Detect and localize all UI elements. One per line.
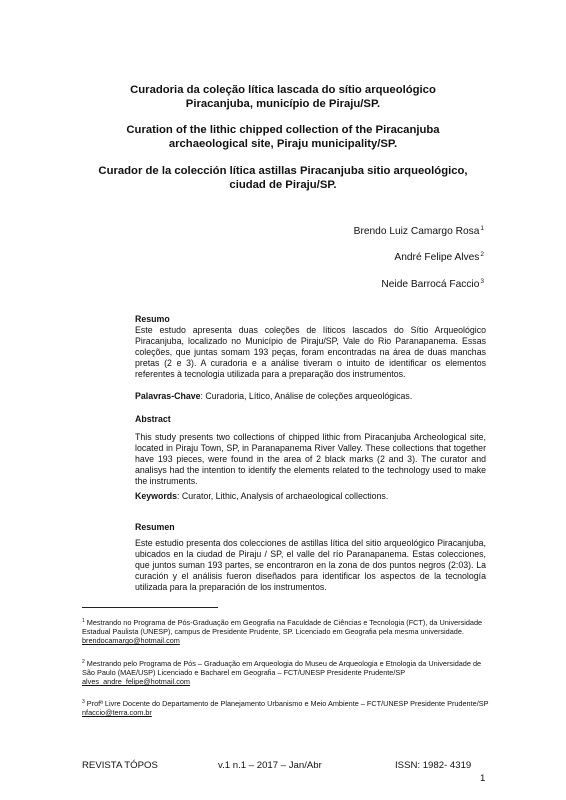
resumo-text: Este estudo apresenta duas coleções de líticos lascados do Sítio Arqueológico Piracanjuba, localizado no Município de Piraju/SP, Vale do Rio Paranapanema. Essas coleções, que juntas somam 193 peças, foram encontradas na área de duas manchas pretas (2 e 3). A curadoria e a análise tiveram o intuito de identificar os elementos referentes à tecnologia utilizada para a preparação dos instrumentos.: [135, 325, 486, 379]
footnote-mark: 1: [82, 618, 85, 624]
footnote-text: Mestrando no Programa de Pós-Graduação em Geografia na Faculdade de Ciências e Tecnologia (FCT), da Universidade Estadual Paulista (UNESP), campus de Presidente Prudente, SP. Licenciado em Geografia pela mesma universidade.: [82, 618, 483, 637]
resumen-text: Este estudio presenta dos colecciones de astillas lítica del sitio arqueológico Piracanjuba, ubicados en la ciudad de Piraju / SP, el valle del río Paranapanema. Estas colecciones, que juntos suman 193 partes, se encontraron en la zona de dos puntos negros (2:03). La curación y el análisis fueron diseñados para identificar los aspectos de la tecnología utilizada para la preparación de los instrumentos.: [135, 538, 486, 592]
footnote-email-link[interactable]: brendocamargo@hotmail.com: [82, 636, 180, 646]
resumo-heading: Resumo: [135, 314, 170, 324]
footnote-2: [82, 658, 494, 687]
resumo-keywords: [135, 391, 486, 402]
author-name: André Felipe Alves: [394, 252, 480, 263]
author-footnote-mark[interactable]: 2: [480, 251, 484, 258]
keywords-label: Palavras-Chave: [135, 391, 201, 401]
footnote-email-link[interactable]: alves_andre_felipe@hotmail.com: [82, 677, 190, 687]
title-es-line1: Curador de la colección lítica astillas Piracanjuba sitio arqueológico,: [98, 165, 468, 177]
title-english: [60, 123, 506, 151]
abstract-keywords: [135, 491, 486, 502]
footnote-text: Profª Livre Docente do Departamento de Planejamento Urbanismo e Meio Ambiente – FCT/UNESP Presidente Prudente/SP: [86, 699, 489, 708]
footnote-email-link[interactable]: nfaccio@terra.com.br: [82, 708, 152, 718]
footnote-mark: 2: [82, 659, 85, 665]
title-pt-line1: Curadoria da coleção lítica lascada do sítio arqueológico: [130, 84, 436, 96]
title-spanish: [60, 164, 506, 192]
footnote-text: Mestrando pelo Programa de Pós – Graduação em Arqueologia do Museu de Arqueologia e Etnologia da Universidade de São Paulo (MAE/USP) Licenciado e Bacharel em Geografia – FCT/UNESP Presidente Prudente/SP: [82, 659, 482, 678]
footer-journal-name: REVISTA TÓPOS: [82, 760, 158, 771]
author-1: [354, 223, 484, 238]
footer-issn: ISSN: 1982- 4319: [395, 760, 472, 771]
title-en-line1: Curation of the lithic chipped collection of the Piracanjuba: [126, 124, 440, 136]
title-es-line2: ciudad de Piraju/SP.: [229, 179, 337, 191]
keywords-label: Keywords: [135, 491, 178, 501]
footnote-separator: [82, 607, 218, 608]
footnote-3: [82, 698, 494, 717]
abstract-text: This study presents two collections of chipped lithic from Piracanjuba Archeological site, located in Piraju Town, SP, in Paranapanema River Valley. These collections that together have 193 pieces, were found in the area of 2 black marks (2 and 3). The curator and analisys had the intention to identify the elements related to the technology used to make the instruments.: [135, 432, 486, 486]
resumen-heading: Resumen: [135, 522, 175, 532]
keywords-list: : Curator, Lithic, Analysis of archaeological collections.: [177, 491, 389, 501]
author-3: [381, 276, 484, 291]
title-pt-line2: Piracanjuba, município de Piraju/SP.: [185, 98, 381, 110]
footnote-mark: 3: [82, 699, 85, 705]
keywords-list: : Curadoria, Lítico, Análise de coleções arqueológicas.: [200, 391, 413, 401]
author-name: Brendo Luiz Camargo Rosa: [353, 226, 480, 237]
title-en-line2: archaeological site, Piraju municipality/SP.: [168, 138, 398, 150]
author-footnote-mark[interactable]: 1: [480, 225, 484, 232]
page-number: 1: [480, 773, 486, 784]
author-2: [394, 249, 484, 264]
author-footnote-mark[interactable]: 3: [480, 278, 484, 285]
abstract-heading: Abstract: [135, 414, 171, 424]
title-portuguese: [60, 83, 506, 111]
author-name: Neide Barrocá Faccio: [381, 279, 480, 290]
footnote-1: [82, 617, 494, 646]
footer-volume: v.1 n.1 – 2017 – Jan/Abr: [218, 760, 322, 771]
